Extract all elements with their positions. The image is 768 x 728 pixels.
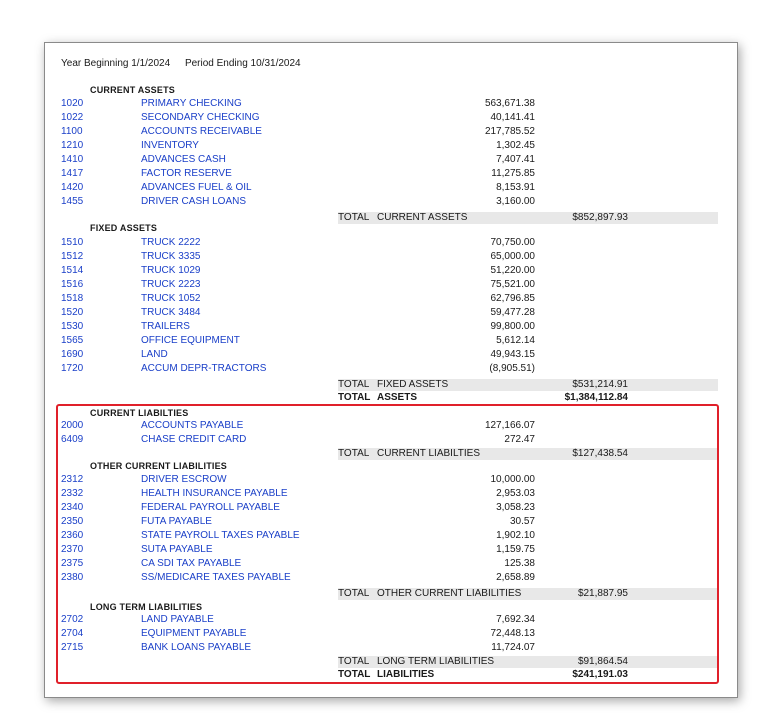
total-amount: $127,438.54 (572, 448, 628, 459)
account-row[interactable] (58, 487, 718, 501)
account-row[interactable] (58, 292, 718, 306)
account-row[interactable] (58, 153, 718, 167)
account-name[interactable]: FEDERAL PAYROLL PAYABLE (141, 502, 280, 514)
account-row[interactable] (58, 125, 718, 139)
total-label: TOTAL (338, 392, 371, 403)
account-row[interactable] (58, 641, 718, 655)
account-name[interactable]: TRUCK 2222 (141, 237, 201, 248)
account-row[interactable] (58, 306, 718, 320)
account-name[interactable]: TRUCK 3484 (141, 307, 201, 319)
account-row[interactable] (58, 334, 718, 348)
account-name[interactable]: TRUCK 1029 (141, 265, 201, 277)
section-row (58, 600, 718, 614)
account-number[interactable]: 1417 (61, 168, 84, 180)
account-name[interactable]: LAND PAYABLE (141, 614, 214, 625)
section-row (58, 221, 718, 235)
total-label: TOTAL (338, 656, 370, 667)
account-name[interactable]: TRUCK 3335 (141, 251, 201, 263)
total-amount: $852,897.93 (572, 212, 628, 223)
account-number[interactable]: 1514 (61, 265, 84, 277)
section-title: OTHER CURRENT LIABILITIES (90, 461, 227, 471)
account-name[interactable]: STATE PAYROLL TAXES PAYABLE (141, 530, 300, 542)
account-number[interactable]: 1410 (61, 154, 84, 166)
account-name[interactable]: TRUCK 2223 (141, 279, 201, 291)
account-name[interactable]: CHASE CREDIT CARD (141, 434, 247, 446)
account-row[interactable] (58, 111, 718, 125)
total-name: CURRENT ASSETS (377, 212, 468, 223)
account-row[interactable] (58, 195, 718, 209)
total-amount: $1,384,112.84 (564, 392, 628, 403)
section-title: LONG TERM LIABILITIES (90, 602, 203, 612)
account-number[interactable]: 2312 (61, 474, 84, 485)
total-label: TOTAL (338, 379, 370, 390)
account-amount: 2,658.89 (496, 572, 535, 584)
account-name[interactable]: SECONDARY CHECKING (141, 112, 260, 124)
section-title: CURRENT ASSETS (90, 85, 175, 95)
account-number[interactable]: 1530 (61, 321, 84, 333)
account-row[interactable] (58, 627, 718, 641)
account-row[interactable] (58, 515, 718, 529)
section-row (58, 406, 718, 420)
total-amount: $91,864.54 (577, 656, 628, 667)
account-number[interactable]: 1520 (61, 307, 84, 319)
account-number[interactable]: 2715 (61, 642, 84, 654)
account-name[interactable]: CA SDI TAX PAYABLE (141, 558, 242, 570)
account-number[interactable]: 1565 (61, 335, 84, 347)
account-row[interactable] (58, 529, 718, 543)
account-number[interactable]: 1455 (61, 196, 84, 208)
section-title: FIXED ASSETS (90, 223, 158, 233)
total-label: TOTAL (338, 588, 370, 599)
account-name[interactable]: SUTA PAYABLE (141, 544, 213, 556)
account-amount: 99,800.00 (490, 321, 535, 333)
account-number[interactable]: 2000 (61, 420, 84, 431)
account-name[interactable]: LAND (141, 349, 168, 361)
section-row (58, 83, 718, 97)
account-row[interactable] (58, 139, 718, 153)
account-number[interactable]: 2370 (61, 544, 84, 556)
account-row[interactable] (58, 348, 718, 362)
total-label: TOTAL (338, 212, 370, 223)
account-row[interactable] (58, 419, 718, 433)
account-name[interactable]: HEALTH INSURANCE PAYABLE (141, 488, 288, 500)
account-number[interactable]: 2332 (61, 488, 84, 500)
total-label: TOTAL (338, 448, 370, 459)
year-beginning: Year Beginning 1/1/2024 (61, 58, 171, 69)
account-name[interactable]: ACCOUNTS RECEIVABLE (141, 126, 262, 138)
account-number[interactable]: 1100 (61, 126, 83, 138)
account-number[interactable]: 2375 (61, 558, 84, 570)
account-amount: 59,477.28 (490, 307, 535, 319)
account-number[interactable]: 1512 (61, 251, 84, 263)
account-amount: 11,275.85 (491, 168, 535, 180)
account-amount: 7,692.34 (496, 614, 535, 625)
report-period-header (61, 58, 301, 69)
account-row[interactable] (58, 181, 718, 195)
section-title: CURRENT LIABILTIES (90, 408, 189, 418)
account-amount: 1,159.75 (496, 544, 535, 556)
total-row (338, 392, 718, 404)
account-row[interactable] (58, 613, 718, 627)
account-name[interactable]: ADVANCES FUEL & OIL (141, 182, 252, 194)
account-row[interactable] (58, 278, 718, 292)
account-amount: (8,905.51) (489, 363, 535, 375)
total-amount: $531,214.91 (572, 379, 628, 390)
account-name[interactable]: PRIMARY CHECKING (141, 98, 242, 109)
account-number[interactable]: 6409 (61, 434, 84, 446)
account-amount: 30.57 (509, 516, 535, 528)
account-name[interactable]: DRIVER CASH LOANS (141, 196, 247, 208)
account-amount: 49,943.15 (490, 349, 535, 361)
account-number[interactable]: 1420 (61, 182, 84, 194)
total-amount: $21,887.95 (577, 588, 628, 599)
account-number[interactable]: 1210 (61, 140, 84, 152)
total-name: OTHER CURRENT LIABILITIES (377, 588, 522, 599)
account-number[interactable]: 2340 (61, 502, 84, 514)
total-row (338, 656, 718, 668)
account-amount: 10,000.00 (490, 474, 535, 485)
account-row[interactable] (58, 543, 718, 557)
account-amount: 51,220.00 (490, 265, 535, 277)
total-amount: $241,191.03 (572, 669, 628, 680)
account-name[interactable]: BANK LOANS PAYABLE (141, 642, 252, 654)
account-amount: 125.38 (504, 558, 535, 570)
account-number[interactable]: 1022 (61, 112, 84, 124)
account-amount: 127,166.07 (484, 420, 535, 431)
account-row[interactable] (58, 433, 718, 447)
account-amount: 563,671.38 (484, 98, 535, 109)
account-number[interactable]: 1020 (61, 98, 84, 109)
account-amount: 40,141.41 (490, 112, 535, 124)
account-amount: 8,153.91 (496, 182, 535, 194)
account-number[interactable]: 2350 (61, 516, 84, 528)
account-row[interactable] (58, 236, 718, 250)
account-row[interactable] (58, 250, 718, 264)
account-amount: 272.47 (504, 434, 535, 446)
account-amount: 1,902.10 (496, 530, 535, 542)
period-ending: Period Ending 10/31/2024 (184, 58, 301, 69)
total-name: FIXED ASSETS (377, 379, 449, 390)
account-row[interactable] (58, 362, 718, 376)
account-number[interactable]: 2380 (61, 572, 84, 584)
account-name[interactable]: EQUIPMENT PAYABLE (141, 628, 247, 640)
account-number[interactable]: 2360 (61, 530, 84, 542)
account-amount: 75,521.00 (490, 279, 535, 291)
account-number[interactable]: 2704 (61, 628, 84, 640)
account-name[interactable]: INVENTORY (141, 140, 199, 152)
account-number[interactable]: 2702 (61, 614, 84, 625)
account-amount: 72,448.13 (490, 628, 535, 640)
total-name: ASSETS (377, 392, 418, 403)
account-name[interactable]: OFFICE EQUIPMENT (141, 335, 240, 347)
account-number[interactable]: 1518 (61, 293, 84, 305)
total-name: LIABILITIES (377, 669, 435, 680)
account-number[interactable]: 1720 (61, 363, 84, 375)
account-amount: 3,058.23 (496, 502, 535, 514)
account-name[interactable]: FUTA PAYABLE (141, 516, 212, 528)
account-number[interactable]: 1690 (61, 349, 84, 361)
total-name: CURRENT LIABILTIES (377, 448, 480, 459)
account-amount: 65,000.00 (490, 251, 535, 263)
account-row[interactable] (58, 557, 718, 571)
account-amount: 1,302.45 (496, 140, 535, 152)
account-name[interactable]: DRIVER ESCROW (141, 474, 227, 485)
total-row (338, 588, 718, 600)
account-number[interactable]: 1510 (61, 237, 84, 248)
total-row (338, 669, 718, 681)
account-amount: 11,724.07 (491, 642, 535, 654)
account-name[interactable]: TRUCK 1052 (141, 293, 201, 305)
account-name[interactable]: TRAILERS (141, 321, 190, 333)
account-number[interactable]: 1516 (61, 279, 84, 291)
account-amount: 5,612.14 (496, 335, 535, 347)
account-amount: 70,750.00 (490, 237, 535, 248)
account-row[interactable] (58, 571, 718, 585)
account-name[interactable]: SS/MEDICARE TAXES PAYABLE (141, 572, 291, 584)
account-row[interactable] (58, 320, 718, 334)
section-row (58, 459, 718, 473)
account-row[interactable] (58, 264, 718, 278)
account-name[interactable]: ADVANCES CASH (141, 154, 226, 166)
account-name[interactable]: ACCUM DEPR-TRACTORS (141, 363, 267, 375)
account-row[interactable] (58, 97, 718, 111)
account-row[interactable] (58, 501, 718, 515)
account-name[interactable]: ACCOUNTS PAYABLE (141, 420, 244, 431)
account-amount: 2,953.03 (496, 488, 535, 500)
account-amount: 7,407.41 (496, 154, 535, 166)
account-amount: 217,785.52 (484, 126, 535, 138)
total-label: TOTAL (338, 669, 371, 680)
total-name: LONG TERM LIABILITIES (377, 656, 495, 667)
account-amount: 62,796.85 (490, 293, 535, 305)
account-row[interactable] (58, 167, 718, 181)
account-amount: 3,160.00 (496, 196, 535, 208)
account-row[interactable] (58, 473, 718, 487)
account-name[interactable]: FACTOR RESERVE (141, 168, 232, 180)
total-row (338, 379, 718, 391)
